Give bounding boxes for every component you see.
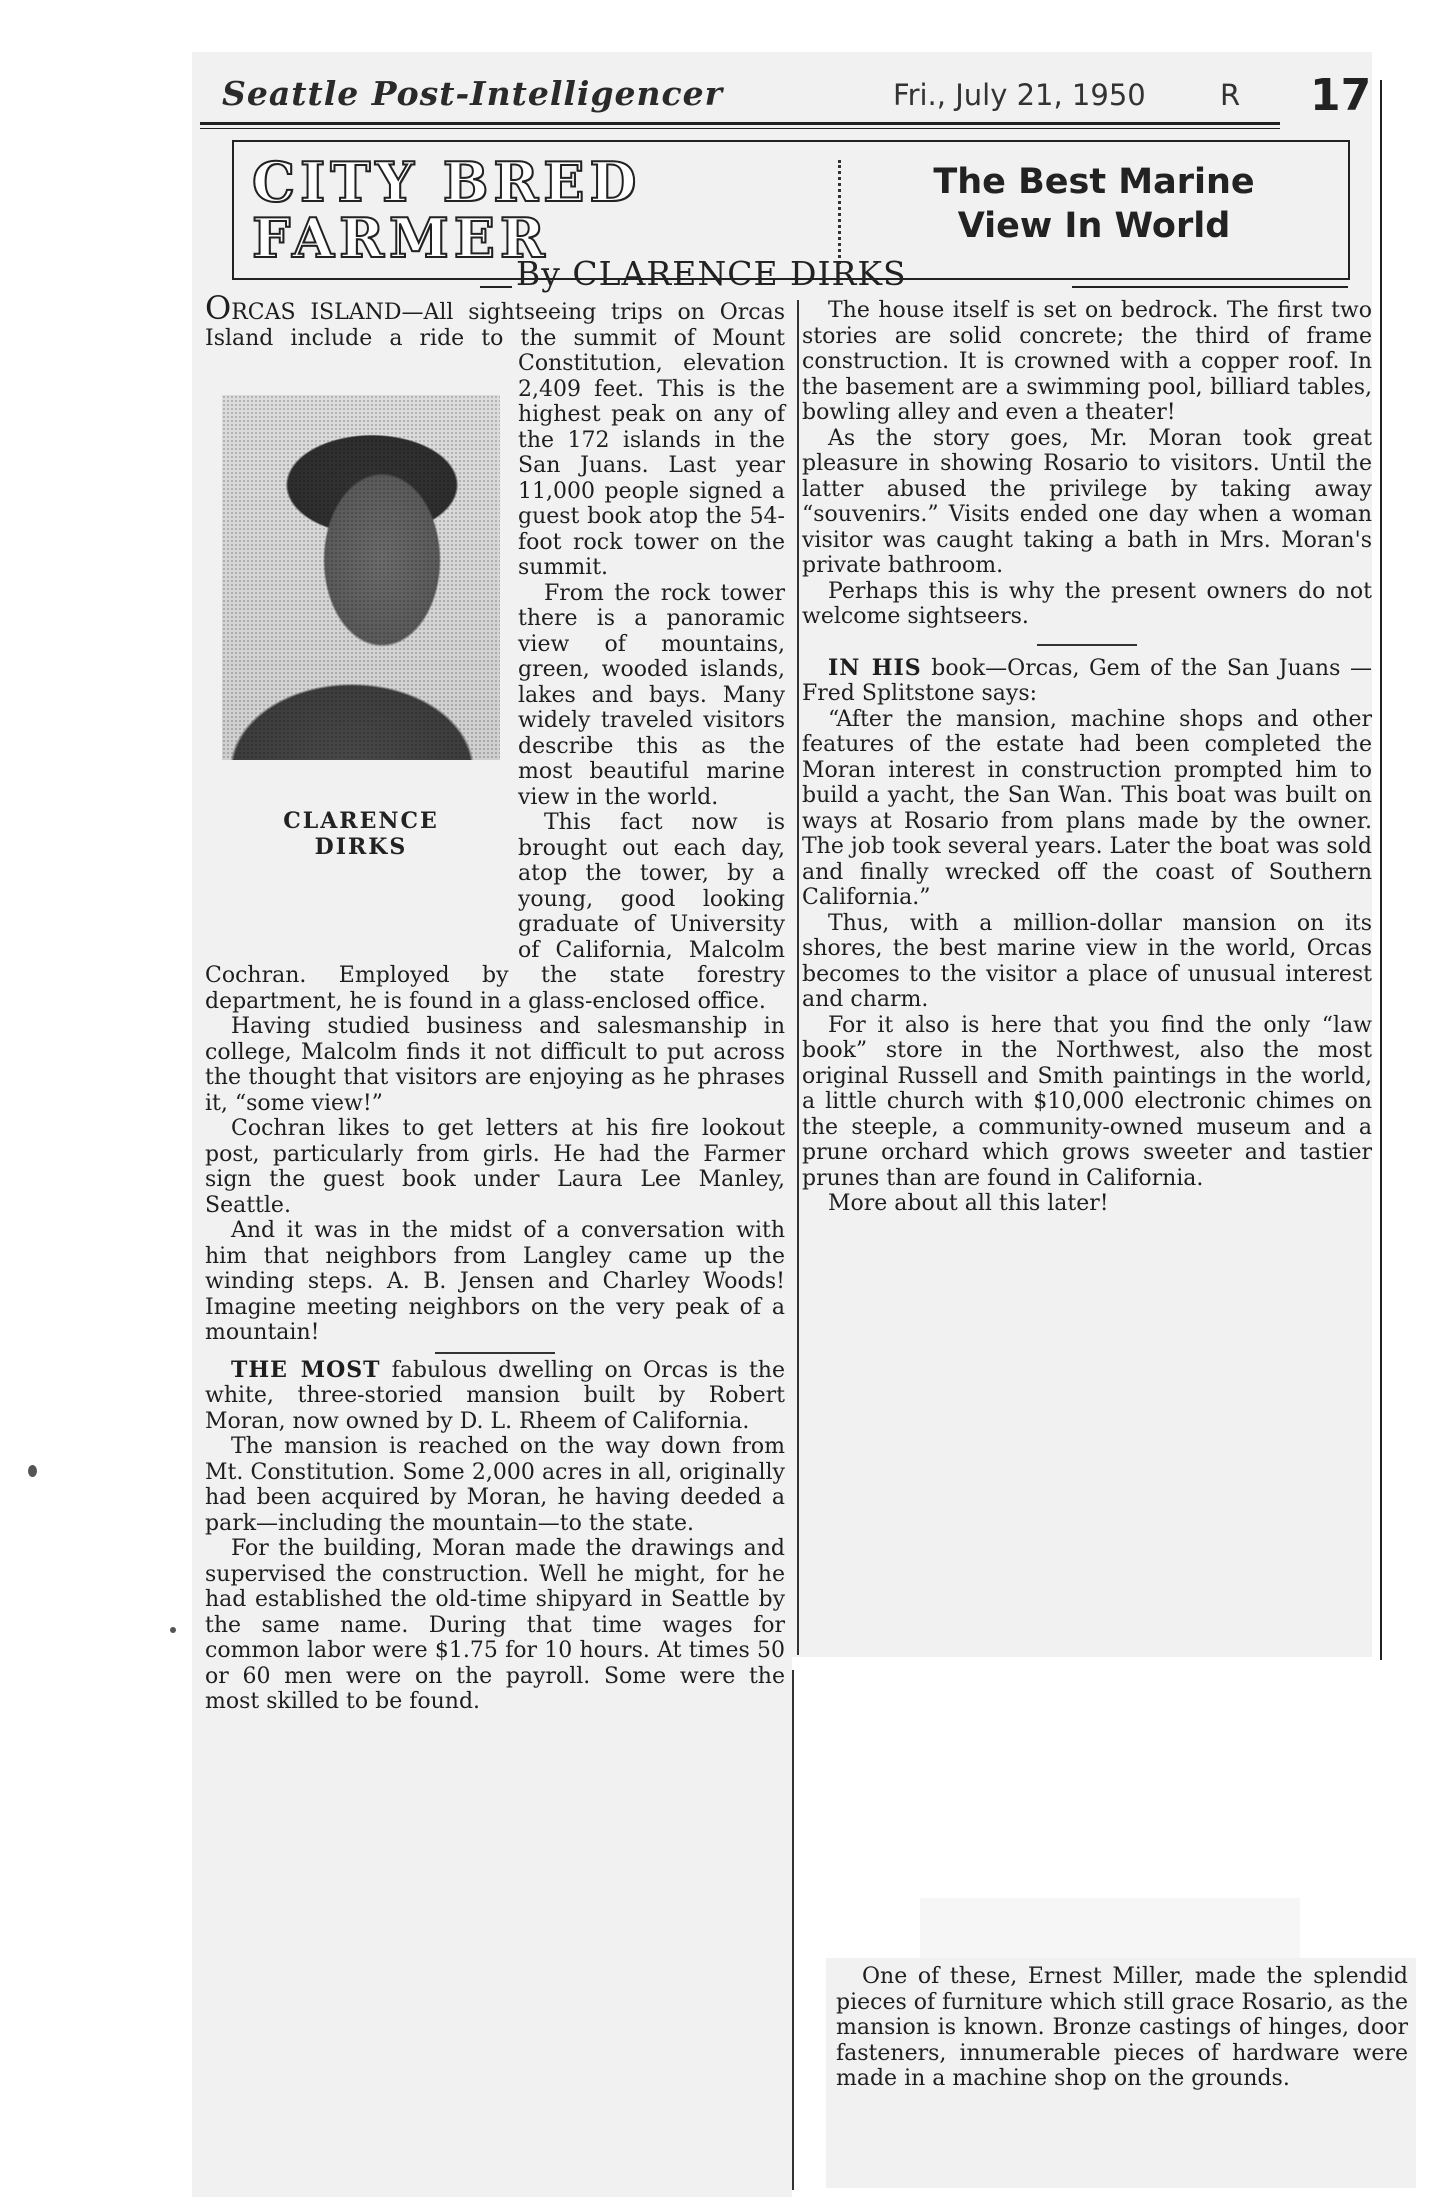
section-break-rule — [435, 1352, 555, 1354]
right-paragraph-2: As the story goes, Mr. Moran took great pleasure in showing Rosario to visitors. Until the latter abused the privilege by taking away “souvenirs.” Visits ended one day when a woman visitor was caught taking a bath in Mrs. Moran's private bathroom. — [802, 425, 1372, 578]
article-paragraph-5: Cochran likes to get letters at his fire lookout post, particularly from girls. He had the Farmer sign the guest book under Laura Lee Manley, Seattle. — [205, 1116, 785, 1218]
right-column — [802, 298, 1372, 1217]
headline-line2: View In World — [957, 206, 1231, 246]
byline-rule-left — [480, 286, 512, 288]
photo-caption-line1-front: CLARENCE — [283, 808, 439, 834]
masthead-rule — [200, 122, 1280, 125]
column-separator — [797, 300, 799, 1655]
masthead-rule-thin — [200, 128, 1280, 129]
photo-caption-front — [222, 808, 500, 860]
article-paragraph-2: From the rock tower there is a panoramic view of mountains, green, wooded islands, lakes and bays. Many widely traveled visitors describe this as the most beautiful marine view in the world. — [518, 580, 785, 810]
article-paragraph-9: For the building, Moran made the drawings and supervised the construction. Well he might, for he had established the old-time shipyard in Seattle by the same name. During that time wages for common labor were $1.75 for 10 hours. At times 50 or 60 men were on the payroll. Some were the most skilled to be found. — [205, 1536, 785, 1714]
right-paragraph-1: The house itself is set on bedrock. The first two stories are solid concrete; the third of frame construction. It is crowned with a copper roof. In the basement are a swimming pool, billiard tables, bowling alley and even a theater! — [802, 298, 1372, 425]
dateline-flow: RCAS ISLAND — [231, 300, 402, 325]
article-paragraph-4: Having studied business and salesmanship in college, Malcolm finds it not difficult to put across the thought that visitors are enjoying as he phrases it, “some view!” — [205, 1014, 785, 1116]
right-paragraph-8: More about all this later! — [828, 1191, 1109, 1216]
title-divider — [838, 160, 841, 264]
right-paragraph-5: “After the mansion, machine shops and other features of the estate had been completed the Moran interest in construction prompted him to build a yacht, the San Wan. This boat was built on ways at Rosario from plans made by the owner. The job took several years. Later the boat was sold and finally wrecked off the coast of Southern California.” — [802, 706, 1372, 910]
right-paragraph-4 — [802, 656, 1372, 707]
page-edge-rule — [1380, 80, 1382, 1660]
article-paragraph-8: The mansion is reached on the way down from Mt. Constitution. Some 2,000 acres in all, originally had been acquired by Moran, he having deeded a park—including the mountain—to the state. — [205, 1434, 785, 1536]
column-title-line1: CITY BRED — [252, 150, 642, 214]
author-photo-front — [222, 395, 500, 760]
scan-speck — [28, 1465, 37, 1477]
column-title — [252, 150, 812, 270]
headline-line1: The Best Marine — [933, 162, 1255, 202]
clipping-lower-left — [192, 1657, 792, 2197]
photo-caption-line2-front: DIRKS — [314, 834, 408, 860]
paragraph-1-text-flow: —All sightseeing trips on Orcas Island include a ride to the summit of Mount Constitution, elevation 2,409 feet. This is the highest peak on any of the 172 islands in the San Juans. Last year 11,000 people signed a guest book atop the 54-foot rock tower on the summit. — [205, 300, 785, 580]
right-paragraph-7: For it also is here that you find the only “law book” store in the Northwest, also the most original Russell and Smith paintings in the world, a little church with $10,000 electronic chimes on the steeple, a community-owned museum and a prune orchard which grows sweeter and tastier prunes than are found in California. — [802, 1012, 1372, 1191]
right-paragraph-4-text: book—Orcas, Gem of the San Juans — Fred Splitstone says: — [802, 655, 1372, 706]
right-paragraph-3: Perhaps this is why the present owners do not welcome sightseers. — [802, 578, 1372, 629]
scan-speck — [170, 1627, 176, 1633]
continuation-separator — [792, 1670, 794, 2190]
right-section-break-rule — [1037, 644, 1137, 646]
continuation-paragraph: One of these, Ernest Miller, made the splendid pieces of furniture which still grace Rosario, as the mansion is known. Bronze castings of hinges, door fasteners, innumerable pieces of hardware were made in a machine shop on the grounds. — [836, 1964, 1408, 2091]
article-paragraph-7 — [205, 1358, 785, 1435]
paragraph-7-text: fabulous dwelling on Orcas is the white, three-storied mansion built by Robert Moran, now owned by D. L. Rheem of California. — [205, 1357, 785, 1434]
headline — [874, 160, 1314, 248]
edition-mark: R — [1220, 78, 1241, 112]
continuation-column — [836, 1964, 1408, 2092]
article-paragraph-3: This fact now is brought out each day, atop the tower, by a young, good looking graduate of University of California, Malcolm Cochran. Employed by the state forestry department, he is found in a glass-enclosed office. — [205, 810, 785, 1014]
article-paragraph-6: And it was in the midst of a conversation with him that neighbors from Langley came up the winding steps. A. B. Jensen and Charley Woods! Imagine meeting neighbors on the very peak of a mountain! — [205, 1218, 785, 1345]
subhead-in-his: IN HIS — [828, 654, 922, 681]
subhead-the-most: THE MOST — [231, 1356, 381, 1383]
newspaper-name: Seattle Post-Intelligencer — [222, 74, 723, 113]
page-number: 17 — [1310, 70, 1372, 121]
right-paragraph-6: Thus, with a million-dollar mansion on its shores, the best marine view in the world, Orcas becomes to the visitor a place of unusual interest and charm. — [802, 910, 1372, 1012]
publication-date: Fri., July 21, 1950 — [893, 78, 1146, 112]
drop-cap-flow: O — [205, 289, 232, 327]
byline: By CLARENCE DIRKS — [516, 254, 907, 293]
column-title-line2: FARMER — [252, 206, 550, 270]
byline-rule-right — [1072, 286, 1348, 288]
photo-figure-front — [222, 640, 500, 760]
clipping-scrap — [920, 1898, 1300, 1958]
